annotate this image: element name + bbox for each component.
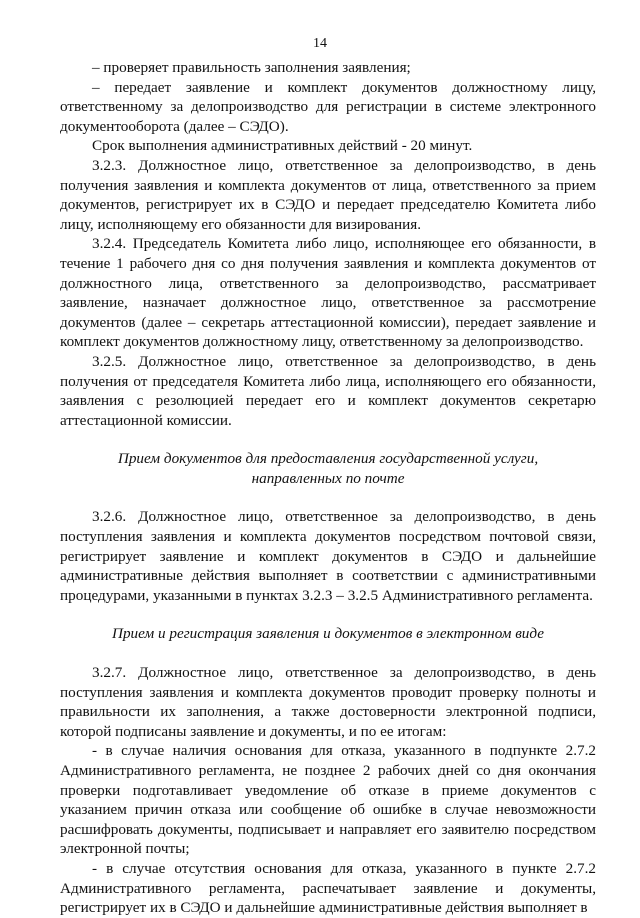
section-heading-mail: Прием документов для предоставления государственной услуги, направленных по почте (117, 450, 539, 487)
paragraph: – передает заявление и комплект документов должностному лицу, ответственному за делопроизводство для регистрации в системе электронного документооборота (далее – СЭДО). (60, 78, 596, 135)
paragraph: - в случае отсутствия основания для отказа, указанного в пункте 2.7.2 Административного регламента, распечатывает заявление и документы, регистрирует их в СЭДО и дальнейшие административные действия выполняет в (60, 859, 596, 917)
paragraph: 3.2.6. Должностное лицо, ответственное за делопроизводство, в день поступления заявления и комплекта документов посредством почтовой связи, регистрирует заявление и комплект документов в СЭДО и дальнейшие административные действия выполняет в соответствии с административными процедурами, указанными в пунктах 3.2.3 – 3.2.5 Административного регламента. (60, 508, 596, 604)
paragraph: 3.2.7. Должностное лицо, ответственное за делопроизводство, в день поступления заявления и комплекта документов проводит проверку полноты и правильности их заполнения, а также достоверности электронной подписи, которой подписаны заявление и документы, и по ее итогам: (60, 664, 596, 740)
paragraph: - в случае наличия основания для отказа, указанного в подпункте 2.7.2 Административного регламента, не позднее 2 рабочих дней со дня окончания проверки подготавливает уведомление об отказе в приеме документов с указанием причин отказа или сообщение об ошибке в случае невозможности расшифровать документы, подписывает и направляет его заявителю посредством электронной почты; (60, 742, 596, 858)
section-heading-electronic: Прием и регистрация заявления и документов в электронном виде (111, 625, 545, 643)
page-number: 14 (313, 36, 327, 51)
document-body (60, 58, 596, 918)
paragraph: 3.2.4. Председатель Комитета либо лицо, исполняющее его обязанности, в течение 1 рабочего дня со дня получения заявления и комплекта документов от должностного лица, ответственного за делопроизводство, рассматривает заявление, назначает должностное лицо, ответственное за рассмотрение документов (далее – секретарь аттестационной комиссии), передает заявление и комплект документов должностному лицу, ответственному за делопроизводство. (60, 235, 596, 351)
paragraph: 3.2.3. Должностное лицо, ответственное за делопроизводство, в день получения заявления и комплекта документов от лица, ответственного за прием документов, регистрирует их в СЭДО и передает председателю Комитета либо лицу, исполняющему его обязанности для визирования. (60, 156, 596, 233)
paragraph: 3.2.5. Должностное лицо, ответственное за делопроизводство, в день получения от председателя Комитета либо лица, исполняющего его обязанности, заявления с резолюцией передает его и комплект документов секретарю аттестационной комиссии. (60, 352, 596, 429)
paragraph: – проверяет правильность заполнения заявления; (92, 59, 411, 76)
paragraph: Срок выполнения административных действий - 20 минут. (92, 137, 473, 155)
